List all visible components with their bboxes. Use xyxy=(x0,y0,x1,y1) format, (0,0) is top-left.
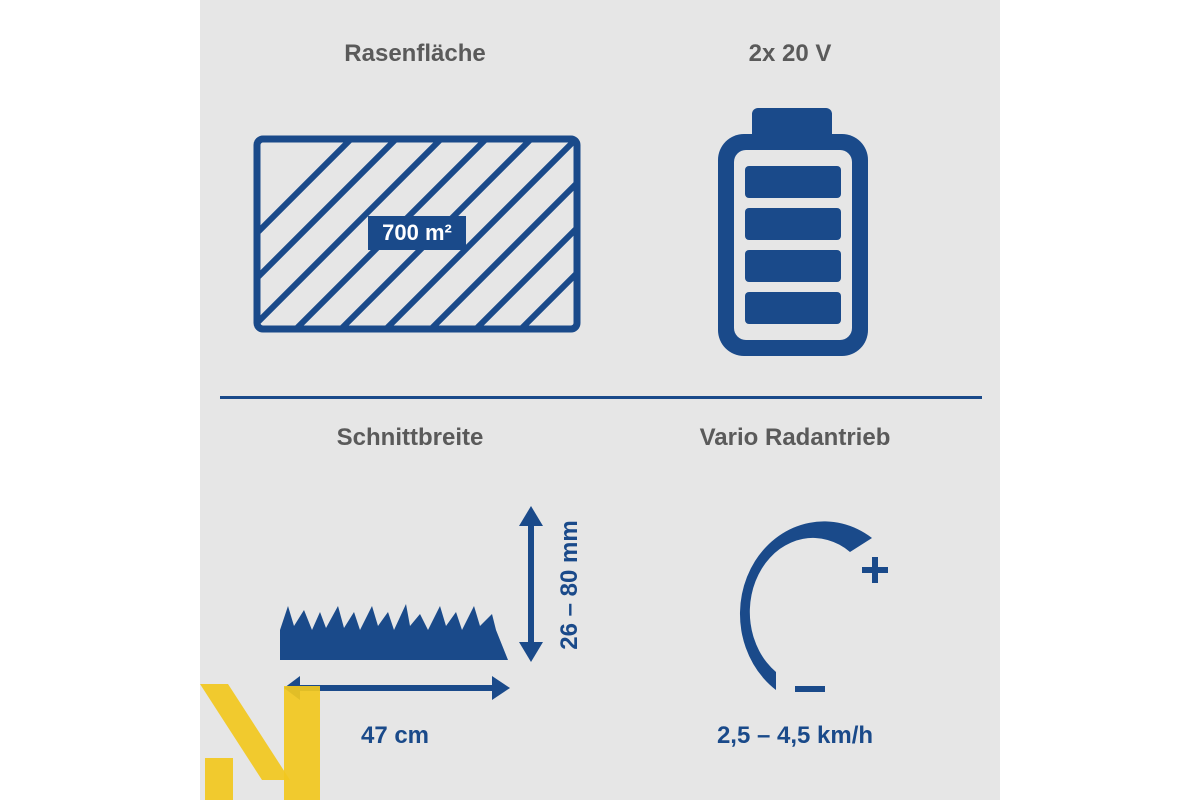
cut-width-title: Schnittbreite xyxy=(336,424,484,451)
drive-title: Vario Radantrieb xyxy=(699,424,891,451)
battery-title: 2x 20 V xyxy=(748,40,832,67)
lawn-area-title: Rasenfläche xyxy=(344,40,486,67)
lawn-area-value: 700 m² xyxy=(368,216,466,250)
speed-value: 2,5 – 4,5 km/h xyxy=(716,722,874,749)
cut-height-value: 26 – 80 mm xyxy=(556,520,583,650)
cut-width-value: 47 cm xyxy=(360,722,430,749)
